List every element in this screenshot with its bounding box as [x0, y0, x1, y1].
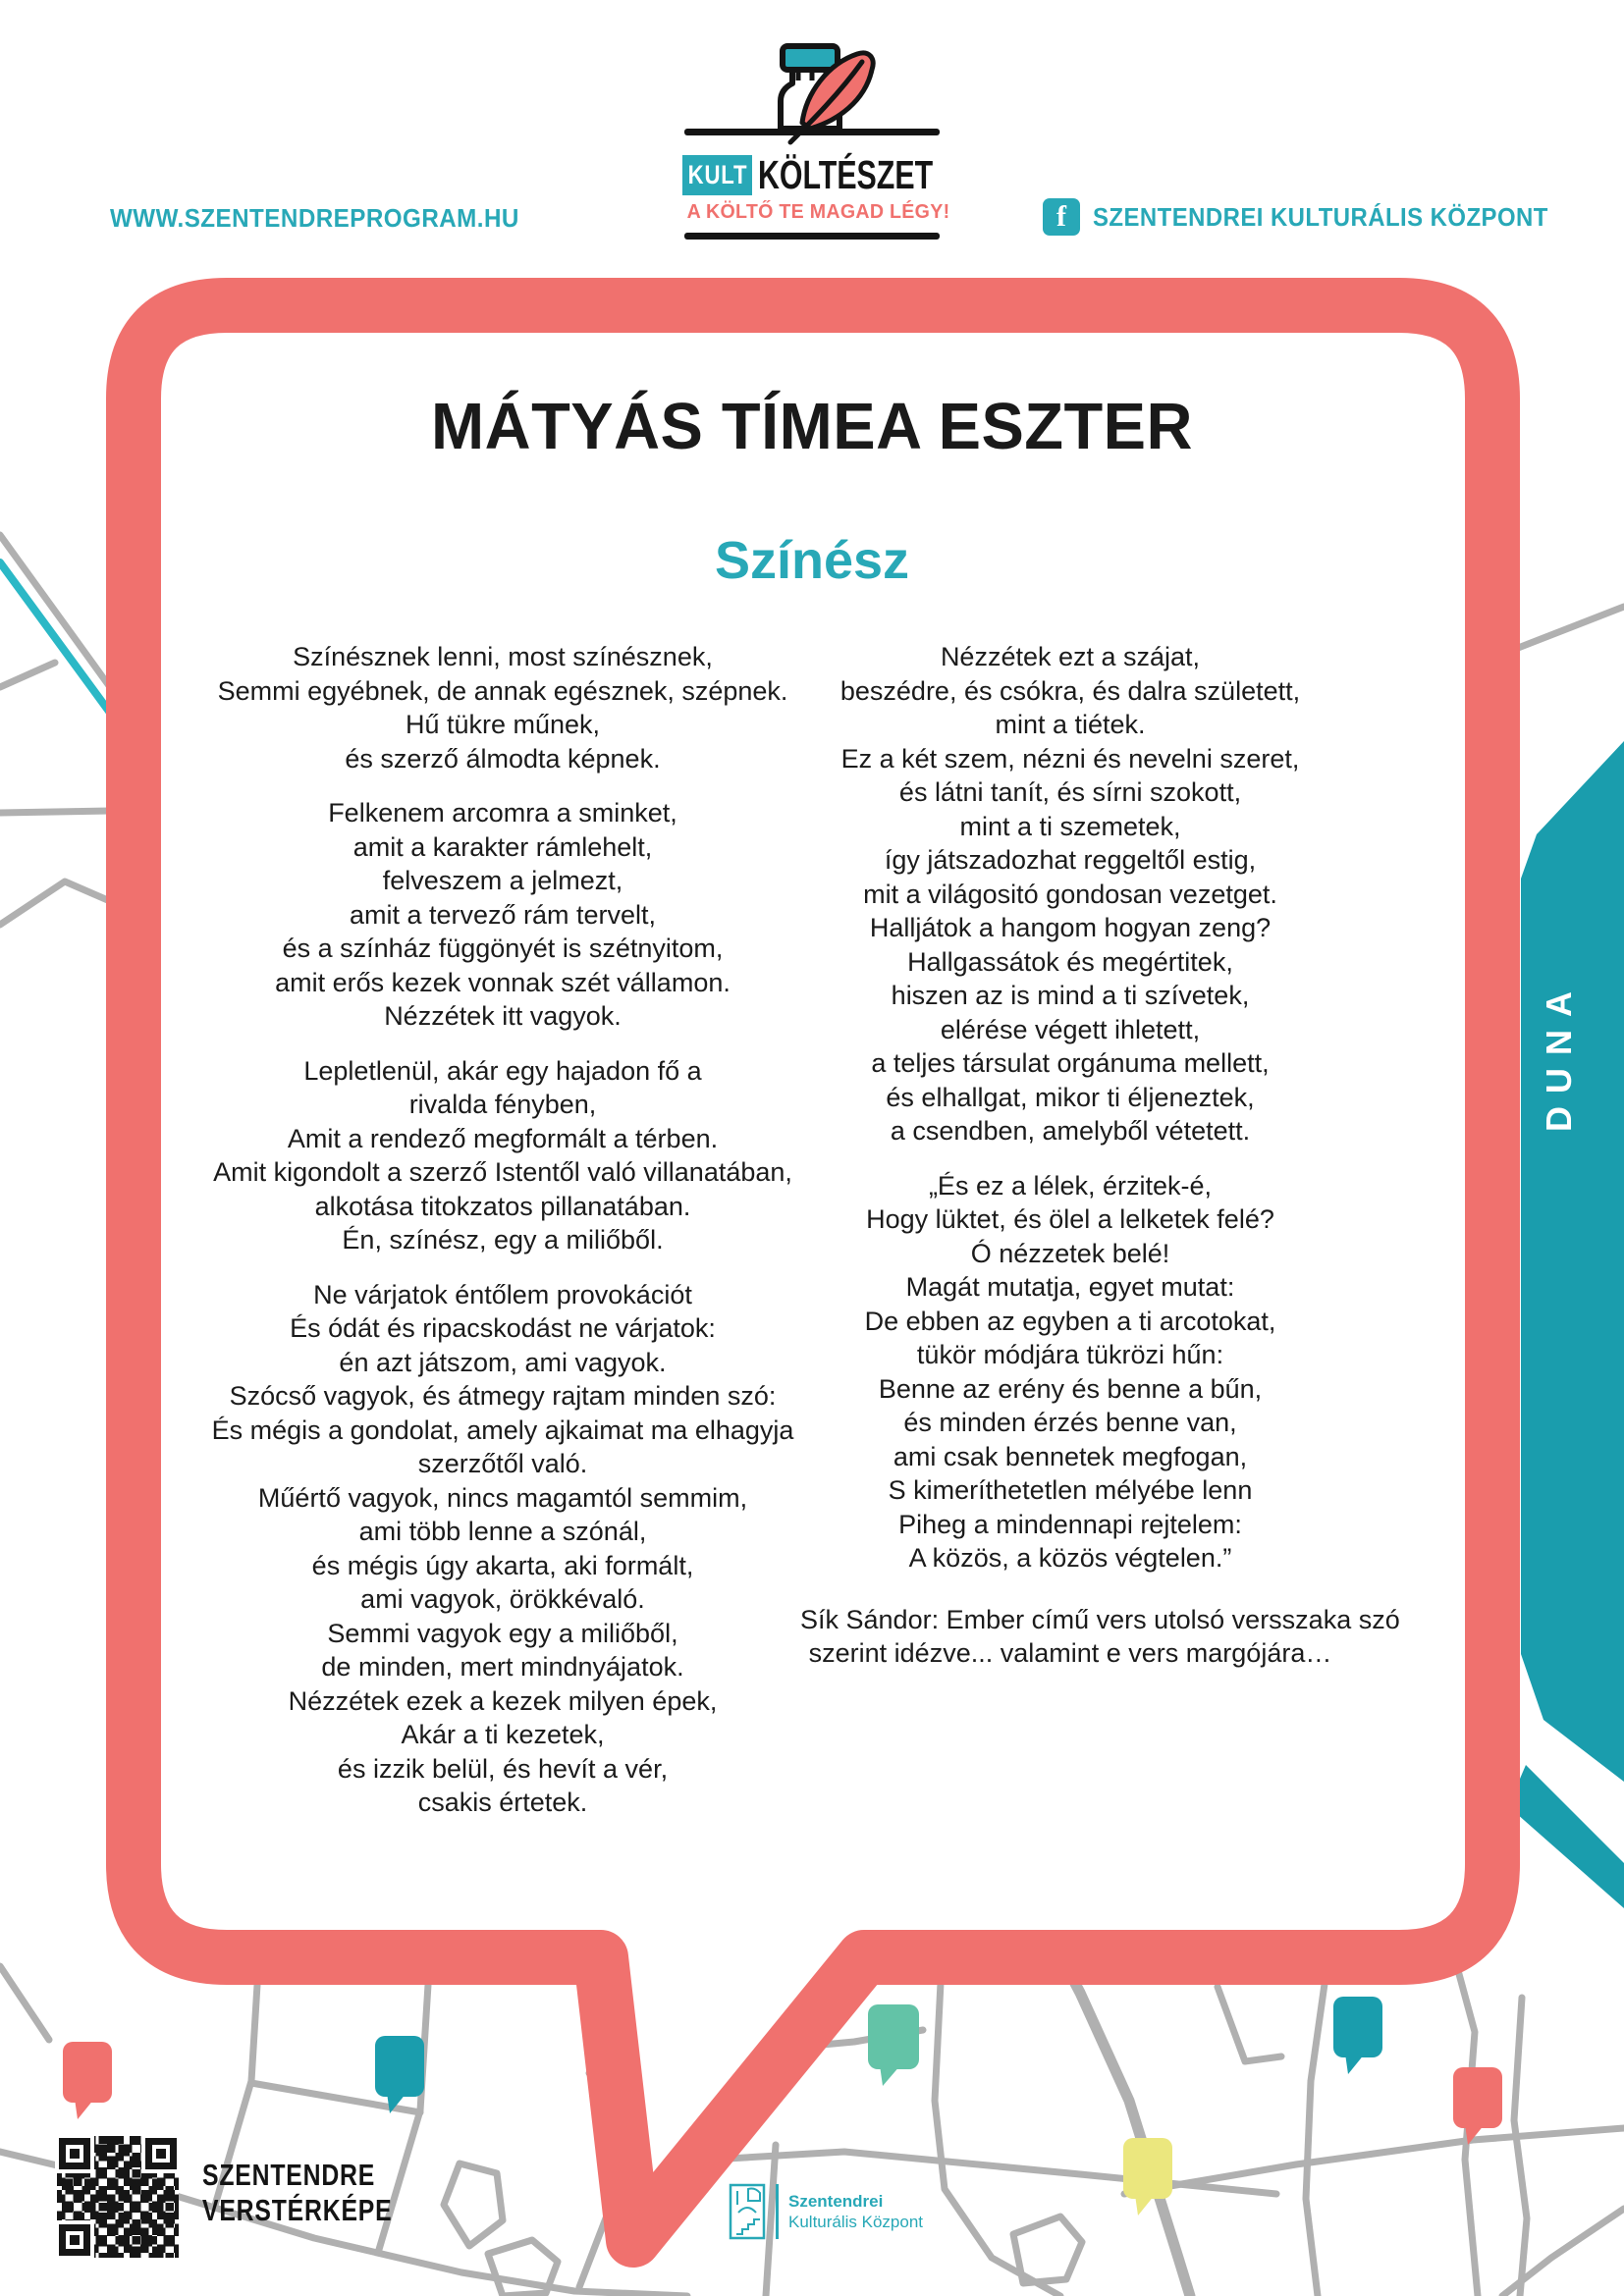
org-logo	[729, 2183, 923, 2240]
poem-line: „És ez a lélek, érzitek-é,	[928, 1170, 1213, 1201]
poem-line: beszédre, és csókra, és dalra született,	[839, 675, 1301, 706]
poem-line: Műértő vagyok, nincs magamtól semmim,	[257, 1482, 748, 1513]
map-title-line1: SZENTENDRE	[202, 2158, 376, 2192]
poem-line: Ne várjatok éntőlem provokációt	[313, 1279, 692, 1309]
logo-rule-bottom	[684, 233, 940, 240]
poem-line: Nézzétek itt vagyok.	[384, 1001, 622, 1031]
kult-badge	[682, 155, 752, 195]
poem-line: Amit kigondolt a szerző Istentől való villanatában,	[213, 1157, 792, 1187]
poem-column-right	[800, 640, 1400, 1671]
poem-line: felveszem a jelmezt,	[382, 866, 623, 895]
poem-line: mint a ti szemetek,	[959, 811, 1181, 841]
poem-stanza	[800, 640, 1340, 1148]
poem-line: így játszadozhat reggeltől estig,	[884, 845, 1257, 875]
poem-line: Hallgassátok és megértitek,	[907, 946, 1233, 977]
org-building-icon	[729, 2183, 766, 2240]
poem-line: szerzőtől való.	[417, 1449, 588, 1478]
poem-line: amit erős kezek vonnak szét vállamon.	[275, 967, 731, 997]
poem-line: ami több lenne a szónál,	[358, 1517, 647, 1546]
map-title-line2: VERSTÉRKÉPE	[202, 2193, 393, 2227]
poem-line: Nézzétek ezt a szájat,	[940, 642, 1201, 671]
poem-line: Színésznek lenni, most színésznek,	[293, 642, 713, 671]
poem-line: Felkenem arcomra a sminket,	[328, 798, 677, 828]
duna-river-label: DUNA	[1539, 979, 1579, 1132]
poem-line: és mégis úgy akarta, aki formált,	[311, 1550, 694, 1580]
logo-tagline: A KÖLTŐ TE MAGAD LÉGY!	[686, 201, 950, 223]
poem-line: és izzik belül, és hevít a vér,	[337, 1753, 669, 1784]
kult-badge-label: KULT	[687, 160, 747, 189]
poem-line: csakis értetek.	[417, 1788, 588, 1817]
poem-line: ami vagyok, örökkévaló.	[360, 1584, 645, 1614]
poem-line: a csendben, amelyből vétetett.	[890, 1116, 1251, 1146]
poem-stanza	[800, 1169, 1340, 1575]
poem-line: én azt játszom, ami vagyok.	[339, 1347, 667, 1377]
poem-line: mit a világositó gondosan vezetget.	[863, 879, 1277, 909]
poem-line: és látni tanít, és sírni szokott,	[898, 777, 1242, 807]
logo-wordmark: KÖLTÉSZET	[758, 152, 934, 197]
map-title	[202, 2158, 392, 2228]
poem-stanza	[194, 1054, 811, 1257]
org-subname: Kulturális Központ	[788, 2213, 924, 2231]
poem-line: Semmi egyébnek, de annak egésznek, szépnek.	[217, 675, 788, 706]
poem-column-right-stanzas	[800, 640, 1340, 1575]
poem-line: tükör módjára tükrözi hűn:	[916, 1340, 1224, 1369]
poem-line: de minden, mert mindnyájatok.	[321, 1652, 684, 1682]
poem-line: és a színház függönyét is szétnyitom,	[282, 934, 724, 963]
poem-line: Benne az erény és benne a bűn,	[878, 1373, 1263, 1404]
poem-line: Lepletlenül, akár egy hajadon fő a	[303, 1055, 702, 1086]
facebook-icon: f	[1043, 198, 1080, 236]
poem-stanza	[800, 1603, 1400, 1671]
poem-line: ami csak bennetek megfogan,	[893, 1441, 1248, 1471]
website-link[interactable]: WWW.SZENTENDREPROGRAM.HU	[110, 203, 519, 233]
org-name-block	[788, 2191, 923, 2232]
author-name: MÁTYÁS TÍMEA ESZTER	[431, 390, 1193, 463]
poem-line: Hű tükre műnek,	[405, 710, 601, 739]
poem-line: Nézzétek ezek a kezek milyen épek,	[288, 1685, 718, 1716]
poem-line: szerint idézve... valamint e vers margójára…	[808, 1638, 1332, 1668]
ink-bottle-icon	[741, 25, 898, 152]
poem-line: Piheg a mindennapi rejtelem:	[898, 1509, 1242, 1539]
poem-line: és szerző álmodta képnek.	[345, 743, 661, 774]
poem-line: Ó nézzetek belé!	[970, 1238, 1170, 1268]
poem-line: Hogy lüktet, és ölel a lelketek felé?	[866, 1204, 1274, 1234]
poem-line: De ebben az egyben a ti arcotokat,	[864, 1306, 1276, 1336]
poem-stanza	[194, 640, 811, 775]
poem-line: S kimeríthetetlen mélyébe lenn	[888, 1475, 1253, 1505]
poem-line: és minden érzés benne van,	[903, 1408, 1237, 1437]
poem-line: rivalda fényben,	[408, 1090, 597, 1119]
poem-stanza	[194, 796, 811, 1034]
poem-line: amit a tervező rám tervelt,	[349, 899, 657, 930]
org-logo-divider	[776, 2184, 779, 2239]
facebook-label: SZENTENDREI KULTURÁLIS KÖZPONT	[1093, 201, 1548, 232]
poem-line: És ódát és ripacskodást ne várjatok:	[290, 1313, 716, 1343]
poem-line: Amit a rendező megformált a térben.	[287, 1123, 719, 1153]
poem-attribution	[800, 1603, 1400, 1671]
poem-line: Én, színész, egy a miliőből.	[342, 1225, 664, 1255]
facebook-link[interactable]	[1043, 198, 1588, 236]
poem-title: Színész	[714, 531, 910, 590]
poem-line: hiszen az is mind a ti szívetek,	[891, 981, 1250, 1010]
poem-line: Halljátok a hangom hogyan zeng?	[869, 913, 1272, 942]
poem-column-left	[194, 640, 811, 1820]
poem-line: elérése végett ihletett,	[940, 1014, 1201, 1044]
qr-code	[57, 2136, 179, 2258]
poem-line: mint a tiétek.	[995, 710, 1146, 739]
poem-line: a teljes társulat orgánuma mellett,	[871, 1048, 1270, 1078]
poem-line: Szócső vagyok, és átmegy rajtam minden szó:	[229, 1381, 777, 1411]
poem-line: és elhallgat, mikor ti éljeneztek,	[886, 1082, 1255, 1112]
poem-line: Semmi vagyok egy a miliőből,	[327, 1618, 678, 1648]
poem-stanza	[194, 1278, 811, 1820]
poem-line: Akár a ti kezetek,	[401, 1720, 605, 1749]
poem-line: amit a karakter rámlehelt,	[352, 831, 653, 862]
org-name: Szentendrei	[788, 2192, 884, 2211]
poem-line: A közös, a közös végtelen.”	[908, 1543, 1232, 1573]
poem-line: alkotása titokzatos pillanatában.	[314, 1191, 691, 1221]
poem-line: És mégis a gondolat, amely ajkaimat ma elhagyja	[211, 1415, 794, 1445]
poem-line: Sík Sándor: Ember című vers utolsó versszaka szó	[800, 1604, 1400, 1634]
poem-line: Magát mutatja, egyet mutat:	[905, 1272, 1235, 1302]
poem-line: Ez a két szem, nézni és nevelni szeret,	[840, 743, 1300, 774]
